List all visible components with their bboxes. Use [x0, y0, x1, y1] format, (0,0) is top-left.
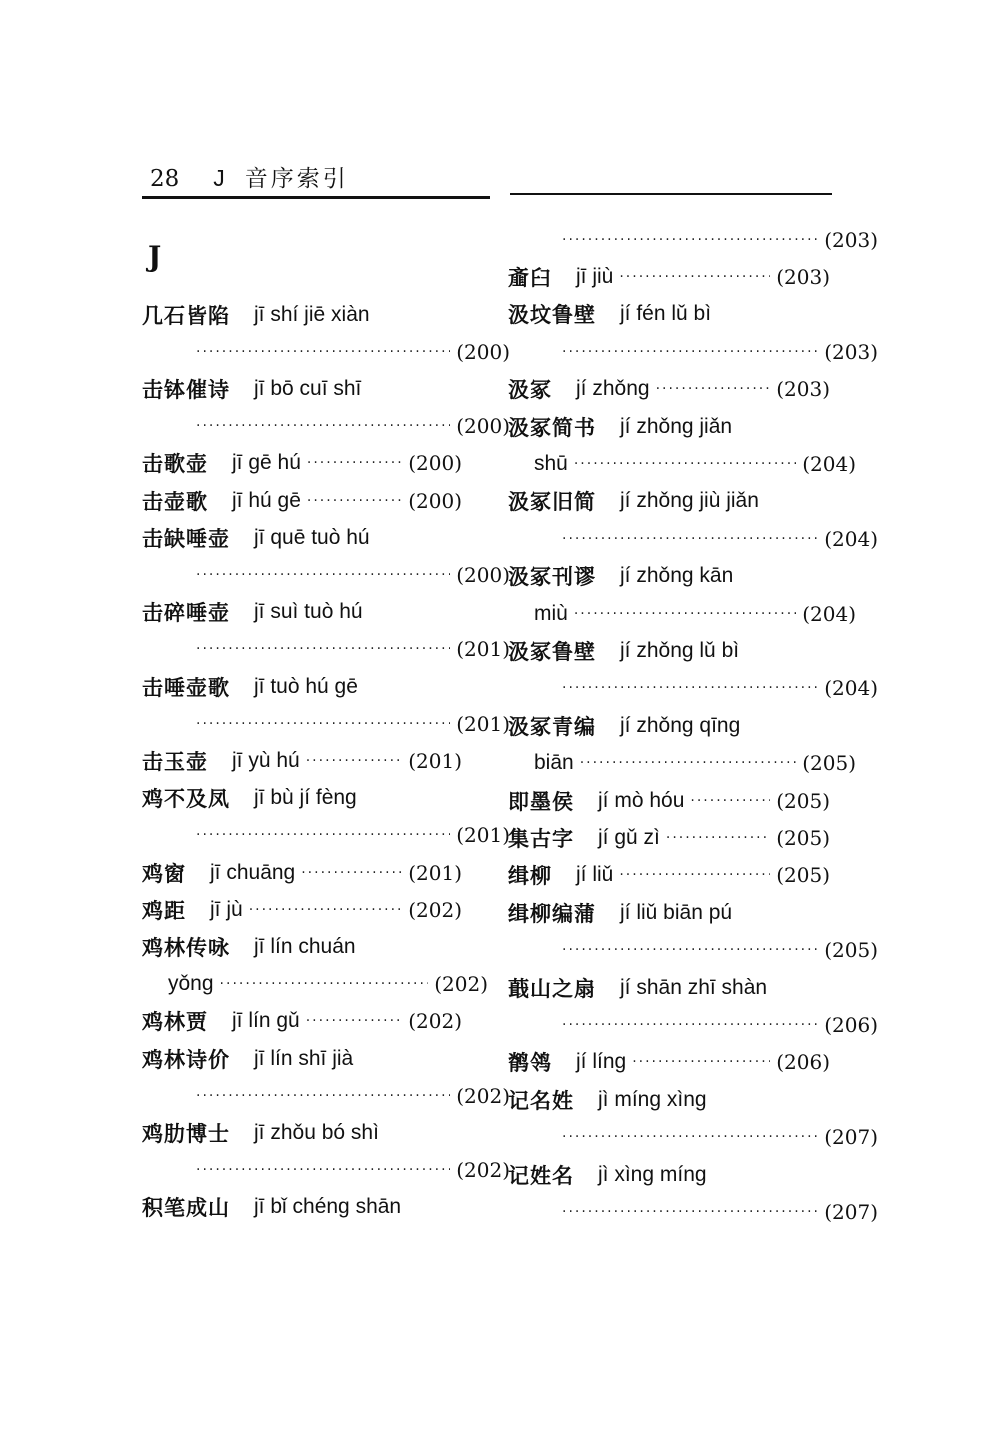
entry-pinyin: jí zhǒng jiǎn [620, 414, 733, 438]
entry-pinyin: jì xìng míng [598, 1162, 707, 1186]
leader-dots [196, 344, 450, 360]
header-rule [142, 196, 490, 199]
page-ref: (201) [456, 711, 510, 736]
entry-term: 鸡窗 [142, 861, 186, 886]
leader-dots [619, 269, 770, 285]
leader-dots [562, 942, 818, 958]
entry-term: 汲冢 [508, 378, 552, 403]
index-line [508, 296, 830, 333]
index-line [142, 780, 462, 817]
entry-term: 汲坟鲁壁 [508, 303, 596, 328]
index-line [508, 1044, 830, 1081]
index-line [142, 296, 462, 333]
leader-dots [562, 232, 818, 248]
index-line [508, 520, 878, 557]
page-ref: (201) [408, 748, 462, 773]
index-line [508, 969, 830, 1006]
entry-pinyin: jí liǔ biān pú [620, 900, 733, 924]
index-line [508, 445, 856, 482]
page-ref: (207) [824, 1125, 878, 1150]
entry-term: 击缺唾壶 [142, 526, 230, 551]
index-line [508, 670, 878, 707]
index-line [508, 258, 830, 295]
header-title: 音序索引 [244, 166, 349, 192]
leader-dots [196, 827, 450, 843]
entry-term: 汲冢刊谬 [508, 565, 596, 590]
index-line [142, 1003, 462, 1040]
index-line [508, 1006, 878, 1043]
page-ref: (205) [776, 825, 830, 850]
running-header [150, 160, 349, 194]
page-ref: (201) [456, 637, 510, 662]
page-ref: (200) [408, 488, 462, 513]
leader-dots [249, 902, 403, 918]
entry-pinyin: jī lín gǔ [232, 1009, 300, 1033]
page-ref: (204) [824, 526, 878, 551]
entry-term: 鸡林诗价 [142, 1047, 230, 1072]
entry-pinyin: jí shān zhī shàn [620, 975, 768, 999]
leader-dots [196, 1162, 450, 1178]
index-line [142, 1077, 510, 1114]
page-ref: (202) [408, 1009, 462, 1034]
leader-dots [666, 830, 770, 846]
entry-term: 鸡肋博士 [142, 1121, 230, 1146]
entry-pinyin: jī shí jiē xiàn [254, 302, 370, 326]
entry-term: 缉柳编蒲 [508, 901, 596, 926]
entry-term: 几石皆陷 [142, 303, 230, 328]
page-ref: (206) [824, 1012, 878, 1037]
index-line [142, 1152, 510, 1189]
page-ref: (200) [456, 339, 510, 364]
entry-pinyin: jī chuāng [210, 860, 296, 884]
leader-dots [562, 344, 818, 360]
entry-pinyin-continued: yǒng [168, 972, 214, 996]
index-line [142, 519, 462, 556]
entry-term: 鸡林贾 [142, 1010, 208, 1035]
entry-pinyin: jī jiù [576, 264, 614, 288]
page-ref: (206) [776, 1050, 830, 1075]
leader-dots [656, 381, 771, 397]
leader-dots [196, 418, 450, 434]
entry-pinyin: jī bǐ chéng shān [254, 1195, 402, 1219]
index-line [142, 928, 462, 965]
index-line [142, 966, 488, 1003]
page-ref: (204) [824, 676, 878, 701]
entry-term: 鹡鸰 [508, 1051, 552, 1076]
index-line [508, 745, 856, 782]
entry-pinyin: jí zhǒng jiù jiǎn [620, 489, 759, 513]
entry-term: 汲冢旧简 [508, 490, 596, 515]
index-line [508, 221, 878, 258]
page-ref: (202) [434, 972, 488, 997]
entry-pinyin: jī tuò hú gē [254, 674, 358, 698]
index-line [508, 558, 830, 595]
index-line [142, 370, 462, 407]
index-line [142, 1189, 462, 1226]
leader-dots [307, 493, 402, 509]
index-line [508, 1081, 830, 1118]
index-line [142, 333, 510, 370]
page-ref: (205) [802, 751, 856, 776]
page-ref: (200) [456, 562, 510, 587]
index-line [508, 333, 878, 370]
index-line [142, 445, 462, 482]
index-line [508, 819, 830, 856]
page-ref: (203) [776, 264, 830, 289]
page-ref: (205) [824, 938, 878, 963]
entry-term: 积笔成山 [142, 1196, 230, 1221]
entry-pinyin-continued: shū [534, 451, 568, 475]
page-ref: (205) [776, 863, 830, 888]
index-line [508, 707, 830, 744]
leader-dots [619, 867, 770, 883]
index-line [508, 371, 830, 408]
entry-pinyin: jī lín shī jià [254, 1046, 354, 1070]
entry-term: 击碎唾壶 [142, 601, 230, 626]
header-letter: J [213, 165, 225, 191]
index-line [142, 482, 462, 519]
index-line [508, 894, 830, 931]
index-line [142, 891, 462, 928]
leader-dots [562, 1017, 818, 1033]
leader-dots [562, 680, 818, 696]
leader-dots [632, 1054, 770, 1070]
leader-dots [196, 1088, 450, 1104]
entry-pinyin: jí liǔ [576, 863, 614, 887]
entry-term: 蕺山之扇 [508, 976, 596, 1001]
entry-pinyin: jī quē tuò hú [254, 525, 370, 549]
leader-dots [196, 641, 450, 657]
entry-pinyin: jī suì tuò hú [254, 600, 363, 624]
page-ref: (200) [408, 451, 462, 476]
index-line [508, 932, 878, 969]
index-line [142, 668, 462, 705]
index-line [142, 817, 510, 854]
index-line [142, 408, 510, 445]
entry-pinyin: jí zhǒng lǔ bì [620, 638, 740, 662]
page-ref: (203) [824, 339, 878, 364]
page-ref: (202) [408, 897, 462, 922]
leader-dots [562, 531, 818, 547]
entry-pinyin-continued: biān [534, 751, 574, 775]
leader-dots [307, 455, 402, 471]
index-line [142, 742, 462, 779]
leader-dots [301, 865, 402, 881]
entry-pinyin: jī hú gē [232, 488, 301, 512]
entry-term: 鸡不及凤 [142, 787, 230, 812]
leader-dots [574, 606, 796, 622]
page-ref: (200) [456, 414, 510, 439]
leader-dots [580, 755, 797, 771]
entry-term: 汲冢简书 [508, 415, 596, 440]
entry-pinyin: jí líng [576, 1050, 627, 1074]
page-number: 28 [150, 166, 180, 192]
index-line [142, 594, 462, 631]
entry-term: 击玉壶 [142, 749, 208, 774]
leader-dots [196, 716, 450, 732]
entry-pinyin: jí mò hóu [598, 788, 685, 812]
entry-pinyin: jī zhǒu bó shì [254, 1120, 379, 1144]
index-line [508, 1156, 830, 1193]
entry-pinyin: jī lín chuán [254, 934, 356, 958]
index-line [142, 1040, 462, 1077]
entry-term: 缉柳 [508, 864, 552, 889]
entry-pinyin: jí gǔ zì [598, 825, 660, 849]
index-line [142, 1114, 462, 1151]
entry-term: 记姓名 [508, 1163, 574, 1188]
page-ref: (202) [456, 1083, 510, 1108]
entry-pinyin: jí zhǒng qīng [620, 713, 741, 737]
leader-dots [306, 1013, 403, 1029]
page-ref: (201) [408, 860, 462, 885]
index-line [142, 854, 462, 891]
entry-term: 鸡林传咏 [142, 935, 230, 960]
entry-pinyin: jí fén lǔ bì [620, 302, 712, 326]
leader-dots [196, 567, 450, 583]
entry-pinyin: jí zhǒng kān [620, 564, 734, 588]
entry-pinyin: jì míng xìng [598, 1087, 707, 1111]
entry-term: 击壶歌 [142, 489, 208, 514]
index-line [508, 1119, 878, 1156]
leader-dots [562, 1204, 818, 1220]
leader-dots [574, 456, 796, 472]
header-rule [510, 193, 832, 195]
index-line [508, 1193, 878, 1230]
index-line [508, 632, 830, 669]
leader-dots [306, 753, 403, 769]
leader-dots [220, 976, 429, 992]
entry-pinyin: jī jù [210, 897, 243, 921]
index-line [508, 408, 830, 445]
entry-term: 即墨侯 [508, 789, 574, 814]
leader-dots [562, 1129, 818, 1145]
index-line [142, 631, 510, 668]
page-ref: (203) [776, 377, 830, 402]
page-ref: (204) [802, 451, 856, 476]
index-line [142, 705, 510, 742]
index-line [142, 556, 510, 593]
page-ref: (207) [824, 1199, 878, 1224]
entry-pinyin: jí zhǒng [576, 377, 650, 401]
entry-pinyin: jī gē hú [232, 451, 301, 475]
entry-term: 汲冢青编 [508, 714, 596, 739]
index-line [508, 483, 830, 520]
index-line [508, 857, 830, 894]
entry-pinyin: jī yù hú [232, 748, 300, 772]
section-letter: J [148, 240, 162, 273]
entry-pinyin: jī bù jí fèng [254, 786, 357, 810]
leader-dots [690, 793, 770, 809]
entry-pinyin: jī bō cuī shī [254, 376, 362, 400]
entry-term: 集古字 [508, 826, 574, 851]
index-line [508, 782, 830, 819]
page-ref: (202) [456, 1158, 510, 1183]
entry-term: 齑臼 [508, 265, 552, 290]
index-line [508, 595, 856, 632]
page-ref: (203) [824, 227, 878, 252]
entry-term: 击唾壶歌 [142, 675, 230, 700]
entry-term: 击钵催诗 [142, 377, 230, 402]
page-ref: (204) [802, 601, 856, 626]
page-ref: (201) [456, 823, 510, 848]
entry-term: 击歌壶 [142, 452, 208, 477]
entry-term: 汲冢鲁壁 [508, 639, 596, 664]
entry-term: 记名姓 [508, 1088, 574, 1113]
entry-term: 鸡距 [142, 898, 186, 923]
entry-pinyin-continued: miù [534, 601, 568, 625]
page-ref: (205) [776, 788, 830, 813]
